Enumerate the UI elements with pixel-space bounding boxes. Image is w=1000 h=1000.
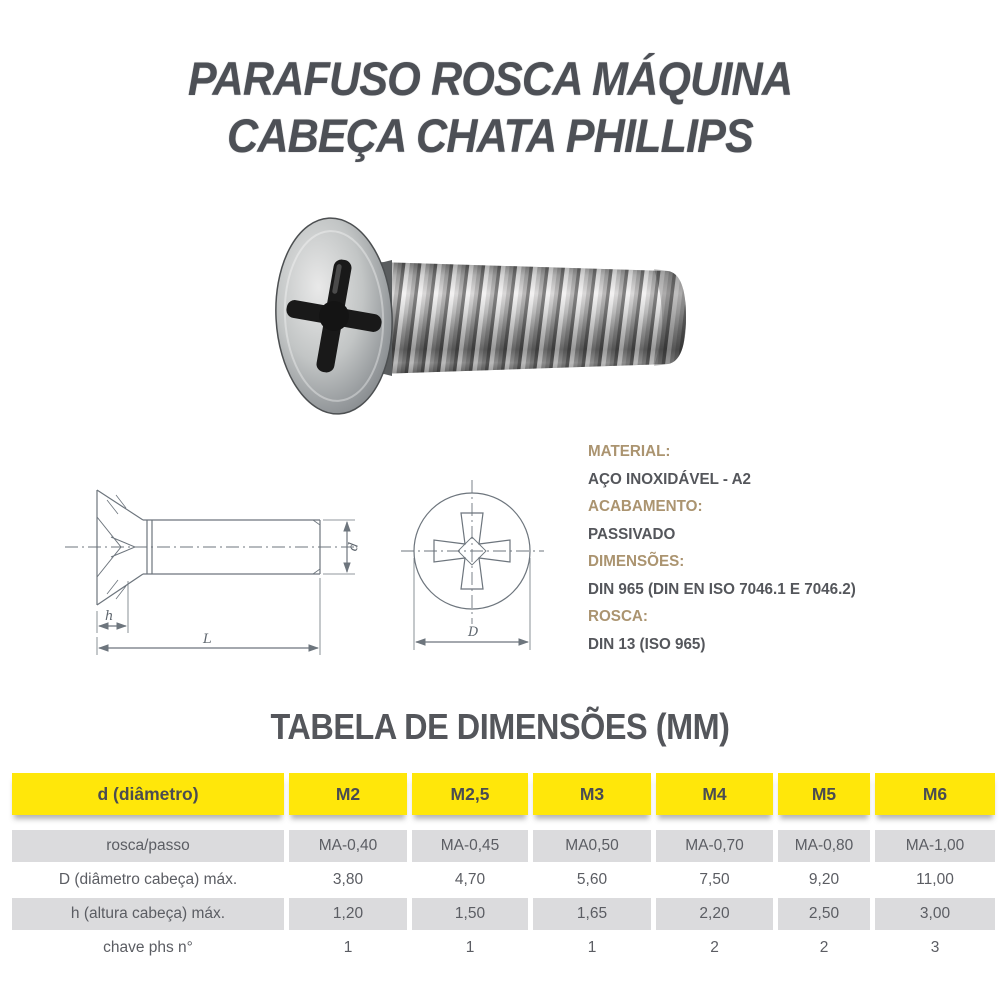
table-cell: 3 [875,932,995,964]
spec-value-rosca: DIN 13 (ISO 965) [588,635,706,653]
spec-label-material: MATERIAL: [588,443,671,460]
spec-value-dimensoes: DIN 965 (DIN EN ISO 7046.1 E 7046.2) [588,580,856,598]
table-cell: 1,50 [412,898,528,930]
table-cell: 9,20 [778,864,870,896]
row-label-diametro-cabeca: D (diâmetro cabeça) máx. [12,864,284,896]
table-cell: 2,50 [778,898,870,930]
side-view-drawing [55,463,375,678]
screw-head [269,215,398,417]
table-cell: MA-1,00 [875,830,995,862]
spec-list [588,438,928,658]
table-header-m6: M6 [875,773,995,815]
page-title-line1: PARAFUSO ROSCA MÁQUINA [187,52,793,105]
row-label-altura-cabeca: h (altura cabeça) máx. [12,898,284,930]
dimensions-table [12,773,990,964]
table-cell: 3,80 [289,864,407,896]
table-cell: 1,20 [289,898,407,930]
spec-value-acabamento: PASSIVADO [588,525,676,543]
spec-label-dimensoes: DIMENSÕES: [588,553,685,570]
table-cell: 4,70 [412,864,528,896]
spec-label-rosca: ROSCA: [588,608,648,625]
table-cell: 2,20 [656,898,773,930]
row-label-rosca-passo: rosca/passo [12,830,284,862]
table-cell: 1,65 [533,898,651,930]
table-header-row [12,773,990,815]
table-header-m2: M2 [289,773,407,815]
dim-label-h: h [105,609,114,624]
dim-label-D: D [468,625,479,640]
table-cell: MA-0,70 [656,830,773,862]
table-cell: 1 [533,932,651,964]
table-header-m4: M4 [656,773,773,815]
page-title-line2: CABEÇA CHATA PHILLIPS [227,109,753,162]
spec-value-material: AÇO INOXIDÁVEL - A2 [588,470,751,488]
table-cell: 1 [412,932,528,964]
table-cell: MA-0,45 [412,830,528,862]
table-header-m25: M2,5 [412,773,528,815]
dim-label-L: L [203,632,212,647]
table-cell: 2 [656,932,773,964]
table-cell: 3,00 [875,898,995,930]
top-view-drawing [395,468,575,668]
table-header-m3: M3 [533,773,651,815]
table-header-diameter: d (diâmetro) [12,773,284,815]
page-title [39,50,941,164]
table-title: TABELA DE DIMENSÕES (MM) [270,706,730,747]
spec-label-acabamento: ACABAMENTO: [588,498,703,515]
table-cell: 11,00 [875,864,995,896]
table-cell: MA-0,80 [778,830,870,862]
row-label-chave-phs: chave phs n° [12,932,284,964]
table-cell: 5,60 [533,864,651,896]
dim-label-d: d [345,541,362,553]
table-cell: MA0,50 [533,830,651,862]
table-cell: 1 [289,932,407,964]
table-cell: MA-0,40 [289,830,407,862]
table-cell: 2 [778,932,870,964]
table-cell: 7,50 [656,864,773,896]
table-header-m5: M5 [778,773,870,815]
screw-photo [250,198,730,438]
table-body [12,830,990,964]
